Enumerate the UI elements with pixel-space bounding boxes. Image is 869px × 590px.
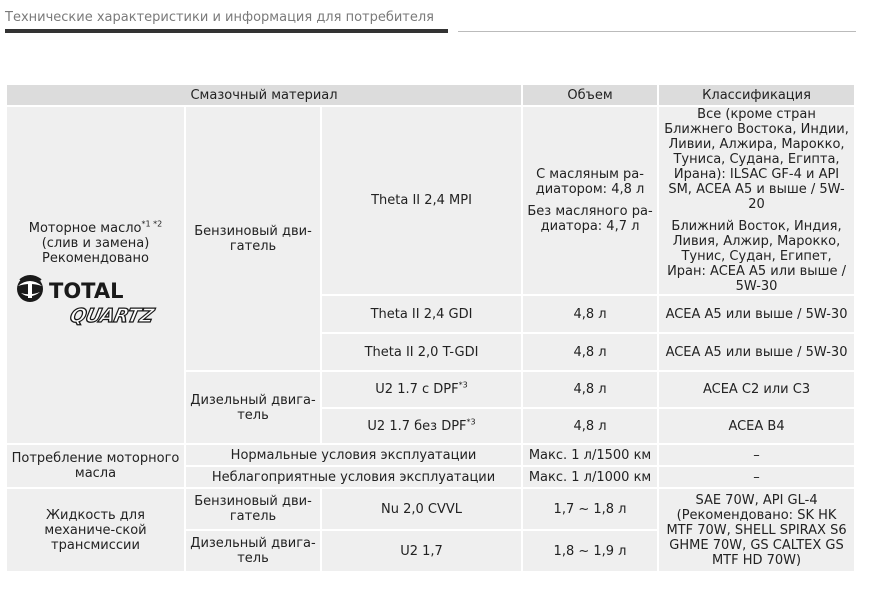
transmission-engine-type: Дизельный двига-тель: [186, 531, 320, 571]
section-title: Технические характеристики и информация для потребителя: [5, 10, 435, 25]
oil-consumption-label: Потребление моторного масла: [7, 445, 184, 487]
oil-classification-general: Все (кроме стран Ближнего Востока, Индии, Ливии, Алжира, Марокко, Туниса, Судана, Египта, Ирана): ILSAC GF-4 и API SM, ACEA A5 и выше / 5W-20: [664, 107, 849, 212]
engine-oil-footnote: *1 *2: [141, 219, 163, 229]
transmission-classification: SAE 70W, API GL-4 (Рекомендовано: SK HK MTF 70W, SHELL SPIRAX S6 GHME 70W, GS CALTEX GS MTF HD 70W): [659, 489, 854, 571]
engine-oil-label: [11, 221, 180, 266]
engine-oil-label-line3: Рекомендовано: [42, 250, 149, 266]
engine-model: Theta II 2,0 T-GDI: [322, 334, 521, 370]
total-quartz-logo-icon: [11, 272, 161, 330]
svg-text:QUARTZ: QUARTZ: [67, 303, 156, 327]
oil-classification: ACEA A5 или выше / 5W-30: [659, 334, 854, 370]
oil-volume: 4,8 л: [523, 296, 657, 332]
oil-volume: 4,8 л: [523, 409, 657, 443]
column-header-volume: Объем: [523, 85, 657, 105]
consumption-classification: –: [659, 467, 854, 487]
header-rule: [458, 31, 856, 32]
table-row: [7, 445, 854, 465]
engine-oil-petrol-type: Бензиновый дви-гатель: [186, 107, 320, 370]
engine-oil-label-main: Моторное масло: [28, 220, 142, 236]
consumption-volume: Макс. 1 л/1500 км: [523, 445, 657, 465]
specifications-table: [5, 83, 856, 573]
svg-text:TOTAL: TOTAL: [49, 278, 124, 303]
consumption-volume: Макс. 1 л/1000 км: [523, 467, 657, 487]
operating-condition: Нормальные условия эксплуатации: [186, 445, 521, 465]
fluid-volume: 1,7 ~ 1,8 л: [523, 489, 657, 529]
oil-classification: [659, 107, 854, 294]
column-header-classification: Классификация: [659, 85, 854, 105]
oil-classification-regional: Ближний Восток, Индия, Ливия, Алжир, Марокко, Тунис, Судан, Египет, Иран: ACEA A5 или выше / 5W-30: [667, 219, 846, 294]
engine-oil-diesel-type: Дизельный двига-тель: [186, 372, 320, 443]
table-header-row: [7, 85, 854, 105]
engine-model: Theta II 2,4 GDI: [322, 296, 521, 332]
engine-model: U2 1,7: [322, 531, 521, 571]
transmission-fluid-label: Жидкость для механиче-ской трансмиссии: [7, 489, 184, 571]
oil-volume: 4,8 л: [523, 334, 657, 370]
oil-classification: ACEA B4: [659, 409, 854, 443]
consumption-classification: –: [659, 445, 854, 465]
column-header-lubricant: Смазочный материал: [7, 85, 521, 105]
fluid-volume: 1,8 ~ 1,9 л: [523, 531, 657, 571]
total-quartz-logo: [11, 272, 161, 330]
transmission-engine-type: Бензиновый дви-гатель: [186, 489, 320, 529]
oil-volume-without-radiator: Без масляного ра-диатора: 4,7 л: [527, 204, 653, 234]
header-underline: [5, 29, 448, 33]
page-header: [5, 10, 848, 34]
engine-model: U2 1.7 без DPF$^{*3}$: [322, 409, 521, 443]
table-row: [7, 489, 854, 529]
engine-oil-label-line2: (слив и замена): [41, 235, 150, 251]
engine-model: Nu 2,0 CVVL: [322, 489, 521, 529]
engine-model: U2 1.7 с DPF$^{*3}$: [322, 372, 521, 407]
oil-volume: 4,8 л: [523, 372, 657, 407]
engine-model: Theta II 2,4 MPI: [322, 107, 521, 294]
operating-condition: Неблагоприятные условия эксплуатации: [186, 467, 521, 487]
oil-classification: ACEA A5 или выше / 5W-30: [659, 296, 854, 332]
oil-volume: [523, 107, 657, 294]
engine-oil-label-cell: [7, 107, 184, 443]
oil-volume-with-radiator: С масляным ра-диатором: 4,8 л: [535, 167, 645, 197]
table-row: [7, 107, 854, 294]
oil-classification: ACEA C2 или C3: [659, 372, 854, 407]
